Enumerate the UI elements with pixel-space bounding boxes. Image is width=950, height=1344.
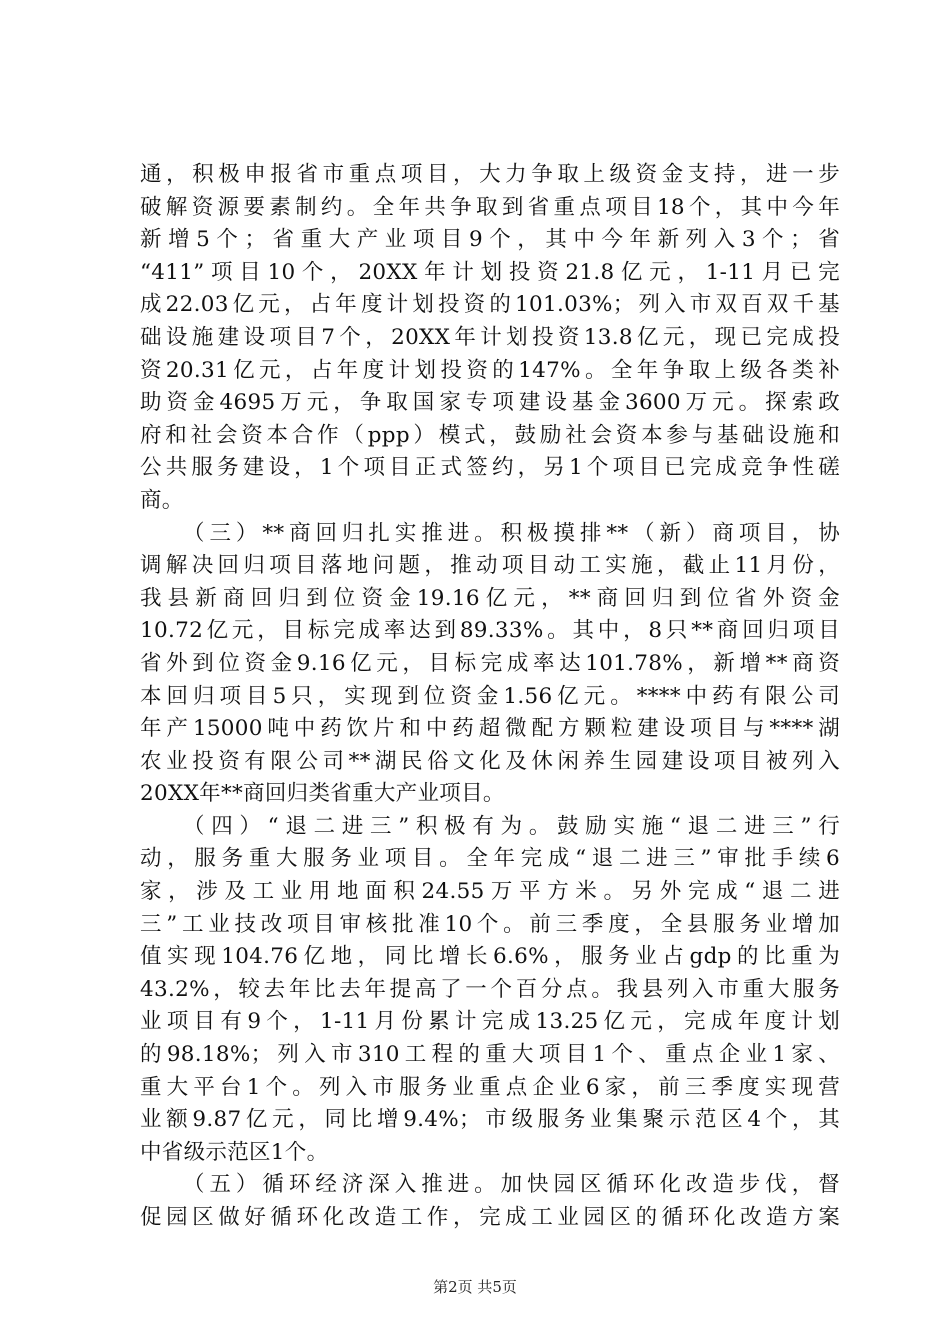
text-line: 中省级示范区1个。 — [140, 1139, 329, 1165]
text-line: 43.2%，较去年比去年提高了一个百分点。我县列入市重大服务 — [140, 976, 840, 1002]
document-body — [140, 159, 840, 1235]
paragraph-investment — [140, 159, 840, 518]
text-line: 的98.18%；列入市310工程的重大项目1个、重点企业1家、 — [140, 1042, 840, 1068]
text-line: 促园区做好循环化改造工作，完成工业园区的循环化改造方案 — [140, 1205, 840, 1230]
paragraph-section-3 — [140, 518, 840, 811]
text-line: 助资金4695万元，争取国家专项建设基金3600万元。探索政 — [140, 390, 840, 416]
text-line: 成22.03亿元，占年度计划投资的101.03%；列入市双百双千基 — [140, 292, 840, 318]
text-line: 年产15000吨中药饮片和中药超微配方颗粒建设项目与****湖 — [140, 716, 840, 742]
text-line: 重大平台1个。列入市服务业重点企业6家，前三季度实现营 — [140, 1074, 840, 1100]
text-line: 调解决回归项目落地问题，推动项目动工实施，截止11月份， — [140, 553, 840, 579]
text-line: 府和社会资本合作（ppp）模式，鼓励社会资本参与基础设施和 — [140, 422, 840, 448]
text-line: 破解资源要素制约。全年共争取到省重点项目18个，其中今年 — [140, 194, 840, 220]
paragraph-section-5 — [140, 1169, 840, 1234]
section-heading-line: （四）“退二进三”积极有为。鼓励实施“退二进三”行 — [183, 813, 840, 839]
text-line: 省外到位资金9.16亿元，目标完成率达101.78%，新增**商资 — [140, 650, 840, 676]
text-line: 本回归项目5只，实现到位资金1.56亿元。****中药有限公司 — [140, 683, 840, 709]
text-line: 值实现104.76亿地，同比增长6.6%，服务业占gdp的比重为 — [140, 944, 840, 970]
text-line: 业额9.87亿元，同比增9.4%；市级服务业集聚示范区4个，其 — [140, 1107, 840, 1133]
text-line: 商。 — [140, 487, 184, 513]
text-line: 我县新商回归到位资金19.16亿元，**商回归到位省外资金 — [140, 585, 840, 611]
page-number-footer: 第2页 共5页 — [433, 1278, 517, 1296]
text-line: “411”项目10个，20XX年计划投资21.8亿元，1-11月已完 — [140, 259, 840, 285]
text-line: 础设施建设项目7个，20XX年计划投资13.8亿元，现已完成投 — [140, 324, 840, 350]
text-line: 通，积极申报省市重点项目，大力争取上级资金支持，进一步 — [140, 162, 840, 187]
text-line: 农业投资有限公司**湖民俗文化及休闲养生园建设项目被列入 — [140, 748, 840, 774]
text-line: 家，涉及工业用地面积24.55万平方米。另外完成“退二进 — [140, 879, 840, 905]
text-line: 20XX年**商回归类省重大产业项目。 — [140, 781, 505, 807]
section-heading-line: （三）**商回归扎实推进。积极摸排**（新）商项目，协 — [183, 520, 840, 546]
text-line: 公共服务建设，1个项目正式签约，另1个项目已完成竞争性磋 — [140, 455, 840, 481]
text-line: 动，服务重大服务业项目。全年完成“退二进三”审批手续6 — [140, 846, 840, 872]
text-line: 业项目有9个，1-11月份累计完成13.25亿元，完成年度计划 — [140, 1009, 840, 1035]
section-heading-line: （五）循环经济深入推进。加快园区循环化改造步伐，督 — [183, 1172, 840, 1198]
text-line: 三”工业技改项目审核批准10个。前三季度，全县服务业增加 — [140, 911, 840, 937]
text-line: 新增5个；省重大产业项目9个，其中今年新列入3个；省 — [140, 227, 840, 253]
text-line: 10.72亿元，目标完成率达到89.33%。其中，8只**商回归项目 — [140, 618, 840, 644]
paragraph-section-4 — [140, 811, 840, 1170]
text-line: 资20.31亿元，占年度计划投资的147%。全年争取上级各类补 — [140, 357, 840, 383]
